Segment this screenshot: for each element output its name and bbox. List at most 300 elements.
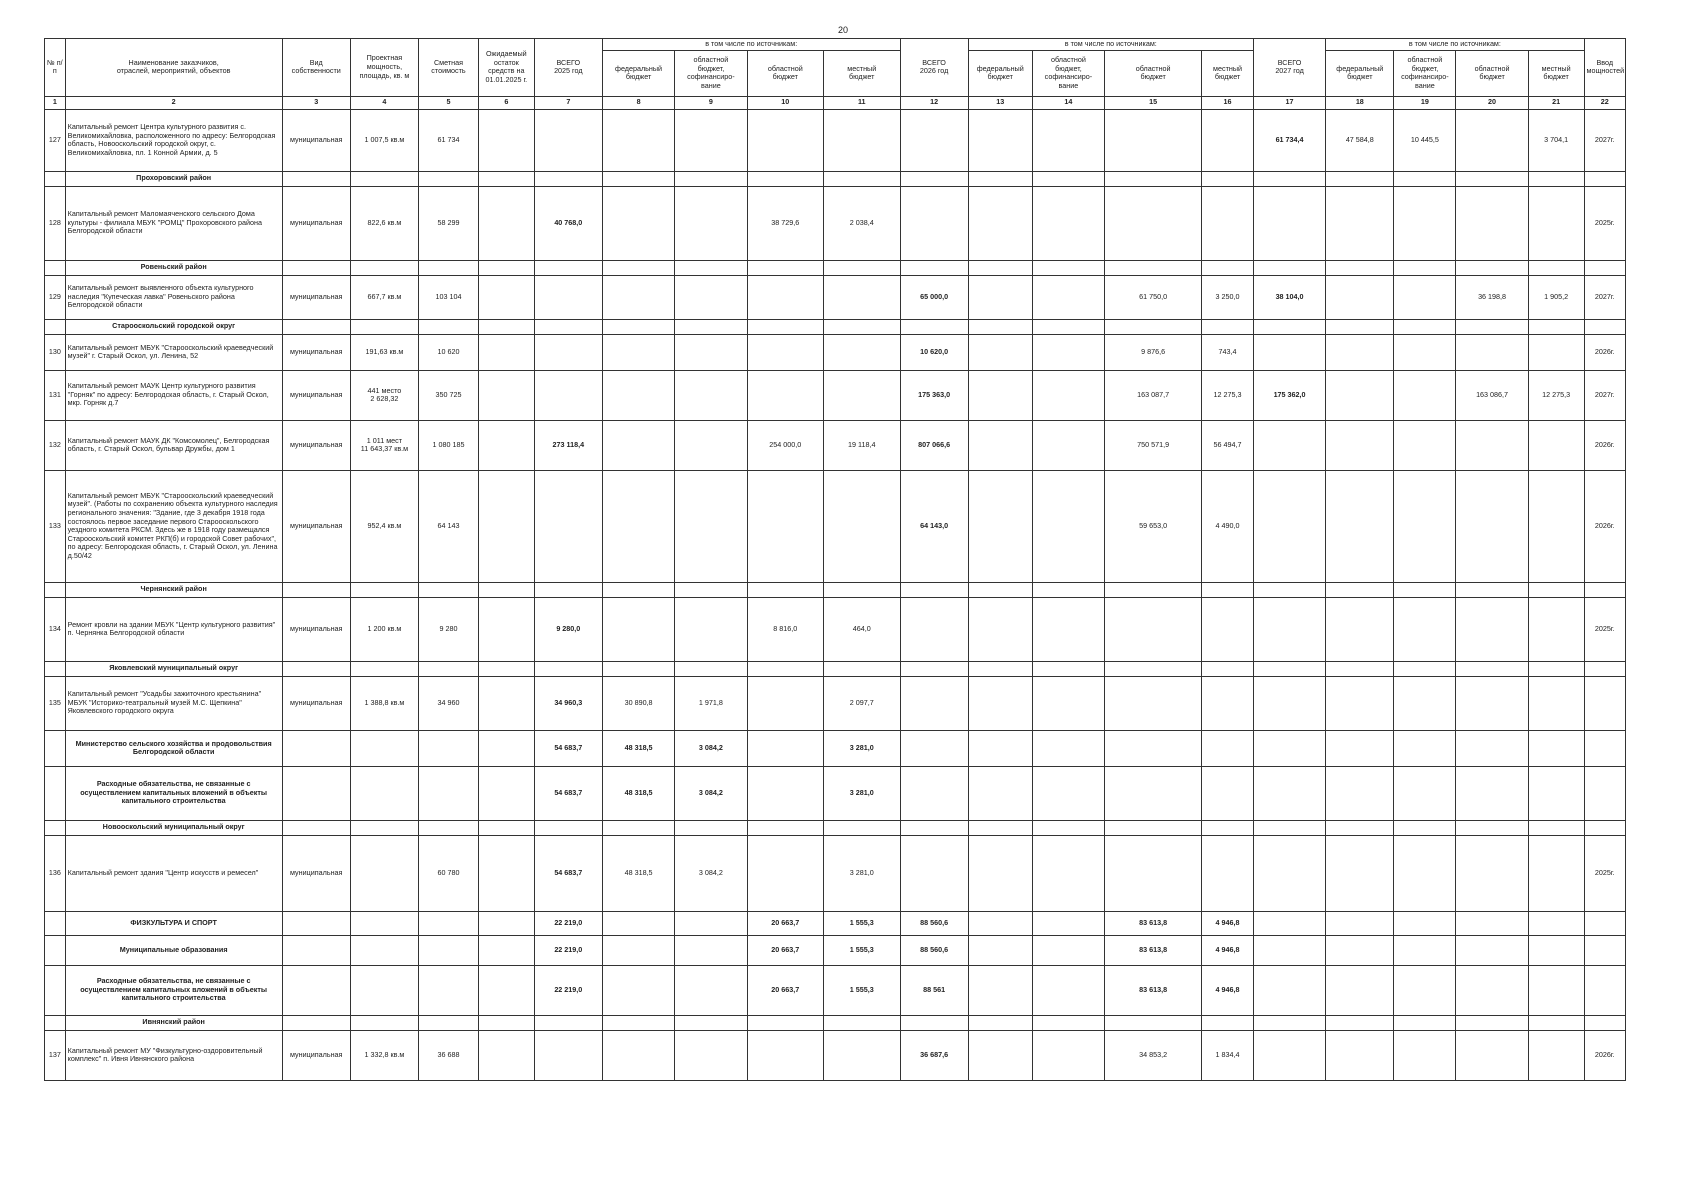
local-2025 — [824, 470, 900, 582]
col-regional-2025: областной бюджет — [747, 50, 823, 96]
object-name: Ремонт кровли на здании МБУК "Центр культурного развития" п. Чернянка Белгородской области — [65, 597, 282, 661]
table-row — [45, 597, 1626, 661]
subtotal-name: Расходные обязательства, не связанные с осуществлением капитальных вложений в объекты капитального строительства — [65, 766, 282, 820]
empty-cell — [968, 319, 1032, 334]
local-2025 — [824, 334, 900, 370]
federal-2025: 30 890,8 — [602, 676, 674, 730]
empty-cell — [478, 319, 534, 334]
empty-cell — [824, 661, 900, 676]
empty-cell — [824, 319, 900, 334]
subtotal-t26: 88 561 — [900, 965, 968, 1015]
regional-2027 — [1456, 676, 1528, 730]
regional-2026: 59 653,0 — [1105, 470, 1202, 582]
empty-cell — [1032, 820, 1104, 835]
col-capacity: Проектная мощность, площадь, кв. м — [350, 39, 418, 97]
col-number: 14 — [1032, 96, 1104, 109]
object-name: Капитальный ремонт здания "Центр искусств и ремесел" — [65, 835, 282, 911]
district-spacer — [45, 820, 66, 835]
empty-cell — [675, 171, 747, 186]
commissioning-year: 2026г. — [1584, 470, 1625, 582]
empty-cell — [1202, 582, 1254, 597]
federal-2026 — [968, 835, 1032, 911]
subtotal-r25: 20 663,7 — [747, 935, 823, 965]
empty-cell — [1253, 661, 1325, 676]
sources-2025: в том числе по источникам: — [602, 39, 900, 51]
ownership: муниципальная — [282, 109, 350, 171]
empty-cell — [1032, 260, 1104, 275]
col-cost: Сметная стоимость — [419, 39, 479, 97]
district-name: Старооскольский городской округ — [65, 319, 282, 334]
total-2027: 61 734,4 — [1253, 109, 1325, 171]
object-name: Капитальный ремонт Маломаяченского сельского Дома культуры - филиала МБУК "РОМЦ" Прохоровского района Белгородской области — [65, 186, 282, 260]
estimated-cost: 34 960 — [419, 676, 479, 730]
regional-2026: 9 876,6 — [1105, 334, 1202, 370]
empty-cell — [968, 730, 1032, 766]
row-number: 128 — [45, 186, 66, 260]
total-2027 — [1253, 470, 1325, 582]
empty-cell — [350, 260, 418, 275]
empty-cell — [1394, 820, 1456, 835]
col-local-2025: местный бюджет — [824, 50, 900, 96]
empty-cell — [419, 661, 479, 676]
ownership: муниципальная — [282, 420, 350, 470]
empty-cell — [478, 171, 534, 186]
empty-cell — [824, 582, 900, 597]
cofin-2027: 10 445,5 — [1394, 109, 1456, 171]
cofin-2026 — [1032, 1030, 1104, 1080]
empty-cell — [968, 935, 1032, 965]
empty-cell — [747, 661, 823, 676]
local-2026 — [1202, 597, 1254, 661]
empty-cell — [45, 935, 66, 965]
regional-2025 — [747, 470, 823, 582]
empty-cell — [350, 820, 418, 835]
ownership: муниципальная — [282, 275, 350, 319]
regional-2026: 750 571,9 — [1105, 420, 1202, 470]
estimated-cost: 10 620 — [419, 334, 479, 370]
local-2026: 1 834,4 — [1202, 1030, 1254, 1080]
subtotal-t25: 54 683,7 — [534, 730, 602, 766]
capacity: 441 место 2 628,32 — [350, 370, 418, 420]
commissioning-year: 2026г. — [1584, 420, 1625, 470]
empty-cell — [1326, 911, 1394, 935]
empty-cell — [1528, 730, 1584, 766]
total-2026: 10 620,0 — [900, 334, 968, 370]
empty-cell — [1456, 1015, 1528, 1030]
local-2026 — [1202, 835, 1254, 911]
federal-2026 — [968, 597, 1032, 661]
subtotal-l25: 3 281,0 — [824, 730, 900, 766]
total-2026: 175 363,0 — [900, 370, 968, 420]
empty-cell — [1253, 911, 1325, 935]
subtotal-name: Муниципальные образования — [65, 935, 282, 965]
local-2027 — [1528, 676, 1584, 730]
empty-cell — [968, 582, 1032, 597]
empty-cell — [1584, 965, 1625, 1015]
empty-cell — [1032, 730, 1104, 766]
local-2025: 464,0 — [824, 597, 900, 661]
empty-cell — [1584, 1015, 1625, 1030]
federal-2027 — [1326, 275, 1394, 319]
subtotal-f25: 48 318,5 — [602, 766, 674, 820]
local-2025: 3 281,0 — [824, 835, 900, 911]
empty-cell — [1528, 911, 1584, 935]
federal-2026 — [968, 1030, 1032, 1080]
empty-cell — [1528, 661, 1584, 676]
ownership: муниципальная — [282, 597, 350, 661]
total-2025 — [534, 334, 602, 370]
empty-cell — [419, 766, 479, 820]
subtotal-name: Расходные обязательства, не связанные с осуществлением капитальных вложений в объекты капитального строительства — [65, 965, 282, 1015]
subtotal-l25: 1 555,3 — [824, 911, 900, 935]
col-name: Наименование заказчиков, отраслей, мероприятий, объектов — [65, 39, 282, 97]
col-number: 11 — [824, 96, 900, 109]
empty-cell — [1032, 319, 1104, 334]
local-2027 — [1528, 835, 1584, 911]
empty-cell — [45, 911, 66, 935]
empty-cell — [675, 820, 747, 835]
federal-2025 — [602, 109, 674, 171]
empty-cell — [675, 319, 747, 334]
empty-cell — [747, 319, 823, 334]
regional-2026 — [1105, 186, 1202, 260]
empty-cell — [1326, 965, 1394, 1015]
local-2025 — [824, 275, 900, 319]
col-number: 20 — [1456, 96, 1528, 109]
table-row — [45, 676, 1626, 730]
regional-2027 — [1456, 186, 1528, 260]
remainder — [478, 370, 534, 420]
cofin-2027 — [1394, 676, 1456, 730]
empty-cell — [968, 260, 1032, 275]
subtotal-f25 — [602, 965, 674, 1015]
federal-2027 — [1326, 597, 1394, 661]
cofin-2025 — [675, 109, 747, 171]
regional-2025 — [747, 1030, 823, 1080]
empty-cell — [1456, 319, 1528, 334]
empty-cell — [478, 1015, 534, 1030]
empty-cell — [747, 1015, 823, 1030]
col-number: 19 — [1394, 96, 1456, 109]
empty-cell — [1326, 820, 1394, 835]
district-spacer — [45, 319, 66, 334]
empty-cell — [1253, 935, 1325, 965]
row-number: 132 — [45, 420, 66, 470]
district-row — [45, 820, 1626, 835]
total-2025 — [534, 275, 602, 319]
total-2026: 64 143,0 — [900, 470, 968, 582]
regional-2026: 163 087,7 — [1105, 370, 1202, 420]
empty-cell — [534, 319, 602, 334]
empty-cell — [1105, 319, 1202, 334]
col-number: 12 — [900, 96, 968, 109]
subtotal-t26: 88 560,6 — [900, 935, 968, 965]
estimated-cost: 61 734 — [419, 109, 479, 171]
local-2026: 56 494,7 — [1202, 420, 1254, 470]
empty-cell — [350, 1015, 418, 1030]
empty-cell — [1394, 1015, 1456, 1030]
subtotal-l26: 4 946,8 — [1202, 965, 1254, 1015]
subtotal-t25: 22 219,0 — [534, 965, 602, 1015]
budget-table — [44, 38, 1626, 1081]
regional-2027 — [1456, 835, 1528, 911]
estimated-cost: 36 688 — [419, 1030, 479, 1080]
federal-2027 — [1326, 676, 1394, 730]
estimated-cost: 1 080 185 — [419, 420, 479, 470]
remainder — [478, 470, 534, 582]
district-row — [45, 171, 1626, 186]
table-row — [45, 334, 1626, 370]
federal-2027 — [1326, 470, 1394, 582]
cofin-2025 — [675, 186, 747, 260]
total-2025 — [534, 370, 602, 420]
empty-cell — [675, 661, 747, 676]
subtotal-r26: 83 613,8 — [1105, 965, 1202, 1015]
empty-cell — [824, 171, 900, 186]
empty-cell — [1326, 171, 1394, 186]
object-name: Капитальный ремонт выявленного объекта культурного наследия "Купеческая лавка" Ровеньского района Белгородской области — [65, 275, 282, 319]
federal-2025 — [602, 1030, 674, 1080]
local-2025 — [824, 109, 900, 171]
empty-cell — [419, 965, 479, 1015]
empty-cell — [602, 319, 674, 334]
district-row — [45, 319, 1626, 334]
commissioning-year: 2027г. — [1584, 275, 1625, 319]
col-number: 6 — [478, 96, 534, 109]
commissioning-year — [1584, 676, 1625, 730]
empty-cell — [1394, 730, 1456, 766]
empty-cell — [478, 582, 534, 597]
empty-cell — [1584, 935, 1625, 965]
cofin-2025: 3 084,2 — [675, 835, 747, 911]
empty-cell — [1326, 319, 1394, 334]
row-number: 130 — [45, 334, 66, 370]
regional-2027 — [1456, 470, 1528, 582]
total-2026: 65 000,0 — [900, 275, 968, 319]
subtotal-t26 — [900, 730, 968, 766]
federal-2026 — [968, 470, 1032, 582]
empty-cell — [478, 260, 534, 275]
commissioning-year: 2025г. — [1584, 835, 1625, 911]
cofin-2027 — [1394, 470, 1456, 582]
commissioning-year: 2026г. — [1584, 1030, 1625, 1080]
total-2026 — [900, 835, 968, 911]
regional-2027: 36 198,8 — [1456, 275, 1528, 319]
row-number: 137 — [45, 1030, 66, 1080]
empty-cell — [602, 582, 674, 597]
empty-cell — [1456, 260, 1528, 275]
subtotal-l26: 4 946,8 — [1202, 911, 1254, 935]
subtotal-r26: 83 613,8 — [1105, 935, 1202, 965]
cofin-2027 — [1394, 1030, 1456, 1080]
col-cofin-2027: областной бюджет, софинансиро- вание — [1394, 50, 1456, 96]
empty-cell — [1253, 582, 1325, 597]
federal-2026 — [968, 186, 1032, 260]
empty-cell — [350, 582, 418, 597]
empty-cell — [1202, 820, 1254, 835]
empty-cell — [1584, 171, 1625, 186]
regional-2026: 61 750,0 — [1105, 275, 1202, 319]
local-2026 — [1202, 109, 1254, 171]
local-2026: 743,4 — [1202, 334, 1254, 370]
row-number: 135 — [45, 676, 66, 730]
district-name: Яковлевский муниципальный округ — [65, 661, 282, 676]
row-number: 129 — [45, 275, 66, 319]
local-2027 — [1528, 334, 1584, 370]
subtotal-name: Министерство сельского хозяйства и продовольствия Белгородской области — [65, 730, 282, 766]
total-2026: 36 687,6 — [900, 1030, 968, 1080]
cofin-2026 — [1032, 334, 1104, 370]
estimated-cost: 9 280 — [419, 597, 479, 661]
table-row — [45, 1030, 1626, 1080]
local-2026: 3 250,0 — [1202, 275, 1254, 319]
empty-cell — [1584, 820, 1625, 835]
empty-cell — [1394, 319, 1456, 334]
object-name: Капитальный ремонт МБУК "Старооскольский краеведческий музей" г. Старый Оскол, ул. Ленина, 52 — [65, 334, 282, 370]
empty-cell — [419, 1015, 479, 1030]
col-number: 10 — [747, 96, 823, 109]
subtotal-cf25: 3 084,2 — [675, 730, 747, 766]
empty-cell — [1528, 260, 1584, 275]
subtotal-name: ФИЗКУЛЬТУРА И СПОРТ — [65, 911, 282, 935]
federal-2027: 47 584,8 — [1326, 109, 1394, 171]
subtotal-cf25 — [675, 965, 747, 1015]
table-header — [45, 39, 1626, 110]
empty-cell — [478, 965, 534, 1015]
empty-cell — [419, 935, 479, 965]
subtotal-l25: 1 555,3 — [824, 965, 900, 1015]
object-name: Капитальный ремонт МУ "Физкультурно-оздоровительный комплекс" п. Ивня Ивнянского района — [65, 1030, 282, 1080]
row-number: 127 — [45, 109, 66, 171]
empty-cell — [968, 965, 1032, 1015]
total-2025: 54 683,7 — [534, 835, 602, 911]
empty-cell — [478, 766, 534, 820]
empty-cell — [900, 171, 968, 186]
total-2025 — [534, 1030, 602, 1080]
cofin-2026 — [1032, 597, 1104, 661]
subtotal-t26: 88 560,6 — [900, 911, 968, 935]
empty-cell — [282, 820, 350, 835]
empty-cell — [419, 820, 479, 835]
col-federal-2025: федеральный бюджет — [602, 50, 674, 96]
empty-cell — [478, 661, 534, 676]
regional-2026 — [1105, 676, 1202, 730]
col-cofin-2026: областной бюджет, софинансиро- вание — [1032, 50, 1104, 96]
table-row — [45, 420, 1626, 470]
estimated-cost: 60 780 — [419, 835, 479, 911]
regional-2026 — [1105, 835, 1202, 911]
ownership: муниципальная — [282, 1030, 350, 1080]
district-row — [45, 661, 1626, 676]
empty-cell — [602, 1015, 674, 1030]
remainder — [478, 186, 534, 260]
empty-cell — [1394, 911, 1456, 935]
federal-2025 — [602, 420, 674, 470]
col-number: 21 — [1528, 96, 1584, 109]
empty-cell — [1394, 965, 1456, 1015]
total-2027 — [1253, 676, 1325, 730]
table-row — [45, 370, 1626, 420]
total-2027 — [1253, 1030, 1325, 1080]
local-2027 — [1528, 420, 1584, 470]
empty-cell — [1253, 1015, 1325, 1030]
cofin-2026 — [1032, 275, 1104, 319]
remainder — [478, 334, 534, 370]
cofin-2027 — [1394, 275, 1456, 319]
empty-cell — [478, 820, 534, 835]
subtotal-r26: 83 613,8 — [1105, 911, 1202, 935]
empty-cell — [1032, 1015, 1104, 1030]
subtotal-l26 — [1202, 766, 1254, 820]
total-2026 — [900, 597, 968, 661]
empty-cell — [1394, 171, 1456, 186]
empty-cell — [675, 260, 747, 275]
table-row — [45, 835, 1626, 911]
district-spacer — [45, 661, 66, 676]
col-n: № п/п — [45, 39, 66, 97]
empty-cell — [478, 911, 534, 935]
empty-cell — [1202, 260, 1254, 275]
regional-2027 — [1456, 109, 1528, 171]
empty-cell — [824, 260, 900, 275]
federal-2025 — [602, 275, 674, 319]
regional-2025: 254 000,0 — [747, 420, 823, 470]
estimated-cost: 64 143 — [419, 470, 479, 582]
empty-cell — [1253, 766, 1325, 820]
empty-cell — [1528, 319, 1584, 334]
empty-cell — [1326, 730, 1394, 766]
subtotal-row — [45, 730, 1626, 766]
page-number: 20 — [838, 25, 849, 35]
cofin-2026 — [1032, 676, 1104, 730]
empty-cell — [282, 730, 350, 766]
object-name: Капитальный ремонт МАУК ДК "Комсомолец", Белгородская область, г. Старый Оскол, бульвар Дружбы, дом 1 — [65, 420, 282, 470]
empty-cell — [282, 661, 350, 676]
regional-2026 — [1105, 597, 1202, 661]
empty-cell — [968, 171, 1032, 186]
empty-cell — [45, 965, 66, 1015]
empty-cell — [1326, 935, 1394, 965]
empty-cell — [1528, 171, 1584, 186]
table-row — [45, 109, 1626, 171]
remainder — [478, 597, 534, 661]
federal-2025: 48 318,5 — [602, 835, 674, 911]
empty-cell — [419, 171, 479, 186]
subtotal-r25: 20 663,7 — [747, 911, 823, 935]
col-number: 15 — [1105, 96, 1202, 109]
empty-cell — [282, 911, 350, 935]
empty-cell — [282, 766, 350, 820]
empty-cell — [350, 319, 418, 334]
local-2027: 3 704,1 — [1528, 109, 1584, 171]
object-name: Капитальный ремонт "Усадьбы зажиточного крестьянина" МБУК "Историко-театральный музей М.С. Щепкина" Яковлевского городского округа — [65, 676, 282, 730]
federal-2026 — [968, 370, 1032, 420]
regional-2026 — [1105, 109, 1202, 171]
cofin-2025 — [675, 275, 747, 319]
empty-cell — [747, 171, 823, 186]
empty-cell — [968, 911, 1032, 935]
empty-cell — [1528, 582, 1584, 597]
empty-cell — [1032, 965, 1104, 1015]
row-number: 136 — [45, 835, 66, 911]
empty-cell — [1528, 965, 1584, 1015]
regional-2026: 34 853,2 — [1105, 1030, 1202, 1080]
subtotal-l26 — [1202, 730, 1254, 766]
empty-cell — [1456, 965, 1528, 1015]
district-name: Ивнянский район — [65, 1015, 282, 1030]
remainder — [478, 1030, 534, 1080]
col-number: 9 — [675, 96, 747, 109]
